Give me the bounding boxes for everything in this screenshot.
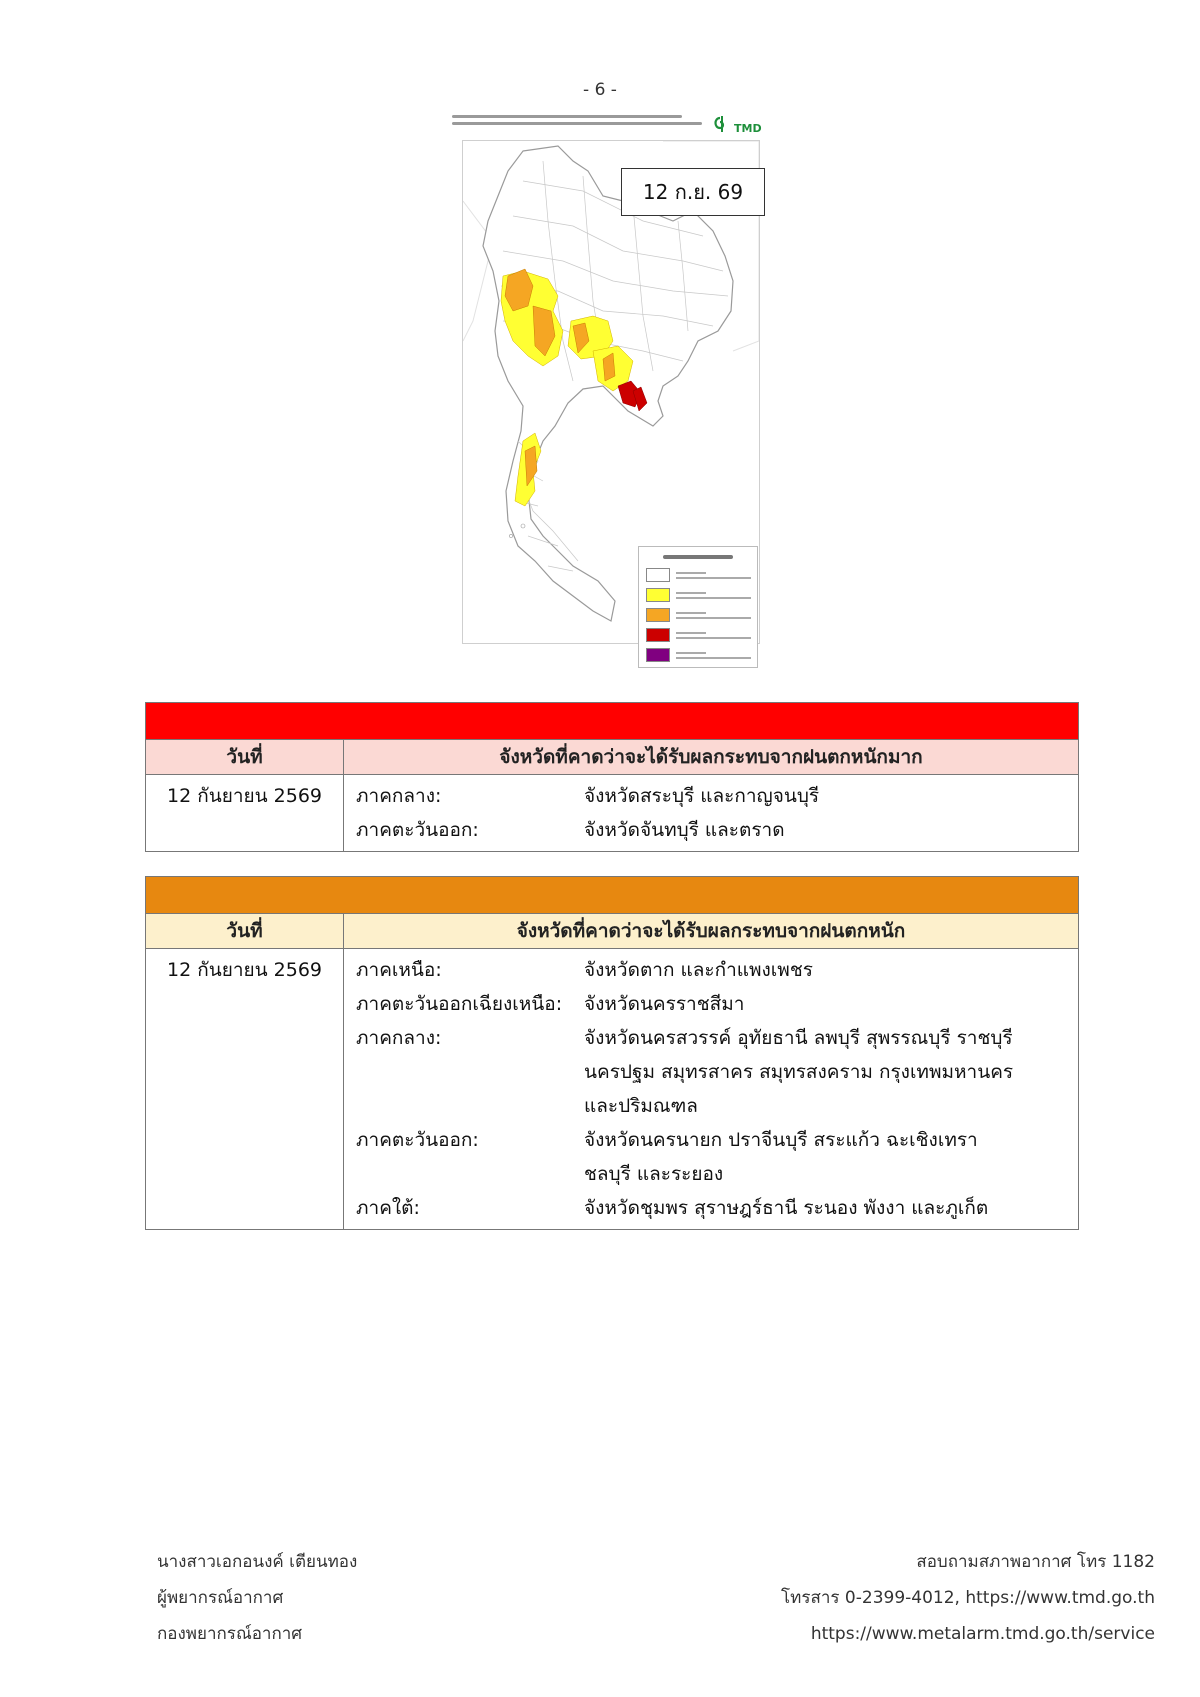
table-header [146,740,1078,775]
region-name: ภาคใต้: [356,1197,420,1219]
region-provinces: จังหวัดชุมพร สุราษฎร์ธานี ระนอง พังงา และภูเก็ต [584,1197,989,1219]
tmd-logo-icon [710,114,766,136]
header-provinces: จังหวัดที่คาดว่าจะได้รับผลกระทบจากฝนตกหนัก [516,920,906,942]
very-heavy-rain-table [145,702,1079,852]
severity-bar-red [146,703,1078,740]
region-name: ภาคเหนือ: [356,959,442,981]
table-header [146,914,1078,949]
region-row [356,1021,1078,1055]
header-date: วันที่ [146,740,344,774]
region-row [356,1123,1078,1157]
region-row [356,1089,1078,1123]
region-provinces: จังหวัดนครสวรรค์ อุทัยธานี ลพบุรี สุพรรณบุรี ราชบุรี [584,1027,1013,1049]
region-provinces: จังหวัดจันทบุรี และตราด [584,819,785,841]
region-name: ภาคตะวันออกเฉียงเหนือ: [356,993,563,1015]
region-row [356,1055,1078,1089]
thailand-map [462,140,760,644]
footer-contact [781,1544,1155,1652]
table-date: 12 กันยายน 2569 [146,949,344,1229]
table-date: 12 กันยายน 2569 [146,775,344,851]
map-date-label: 12 ก.ย. 69 [621,168,765,216]
region-name: ภาคตะวันออก: [356,1129,479,1151]
legend-swatch-level-0 [646,568,670,582]
rainfall-forecast-map-figure [452,112,768,642]
header-date: วันที่ [146,914,344,948]
region-name [356,1089,584,1123]
legend-swatch-level-1 [646,588,670,602]
region-provinces: จังหวัดสระบุรี และกาญจนบุรี [584,785,820,807]
contact-service-link[interactable]: https://www.metalarm.tmd.go.th/service [810,1624,1155,1644]
region-provinces: จังหวัดนครราชสีมา [584,993,745,1015]
page-number: - 6 - [583,80,617,100]
region-provinces: และปริมณฑล [584,1095,698,1117]
forecaster-name: นางสาวเอกอนงค์ เตียนทอง [157,1552,358,1572]
region-provinces: ชลบุรี และระยอง [584,1163,724,1185]
region-name [356,1055,584,1089]
heavy-rain-table [145,876,1079,1230]
contact-fax-website[interactable]: โทรสาร 0-2399-4012, https://www.tmd.go.th [781,1588,1155,1608]
region-name: ภาคกลาง: [356,1027,442,1049]
map-header-text [452,112,768,138]
footer-forecaster [157,1544,357,1652]
region-name: ภาคกลาง: [356,785,442,807]
contact-phone: สอบถามสภาพอากาศ โทร 1182 [916,1552,1155,1572]
legend-swatch-level-2 [646,608,670,622]
svg-text:TMD: TMD [734,122,762,135]
legend-swatch-level-3 [646,628,670,642]
region-row [356,813,1078,847]
region-name [356,1157,584,1191]
legend-swatch-level-4 [646,648,670,662]
forecaster-division: กองพยากรณ์อากาศ [157,1624,303,1644]
region-row [356,779,1078,813]
region-provinces: จังหวัดนครนายก ปราจีนบุรี สระแก้ว ฉะเชิงเทรา [584,1129,978,1151]
region-row [356,987,1078,1021]
region-row [356,1157,1078,1191]
forecaster-title: ผู้พยากรณ์อากาศ [157,1588,284,1608]
region-provinces: จังหวัดตาก และกำแพงเพชร [584,959,813,981]
rainfall-legend [638,546,758,668]
region-row [356,1191,1078,1225]
region-provinces: นครปฐม สมุทรสาคร สมุทรสงคราม กรุงเทพมหานคร [584,1061,1014,1083]
header-provinces: จังหวัดที่คาดว่าจะได้รับผลกระทบจากฝนตกหนักมาก [499,746,923,768]
region-name: ภาคตะวันออก: [356,819,479,841]
region-row [356,953,1078,987]
severity-bar-orange [146,877,1078,914]
